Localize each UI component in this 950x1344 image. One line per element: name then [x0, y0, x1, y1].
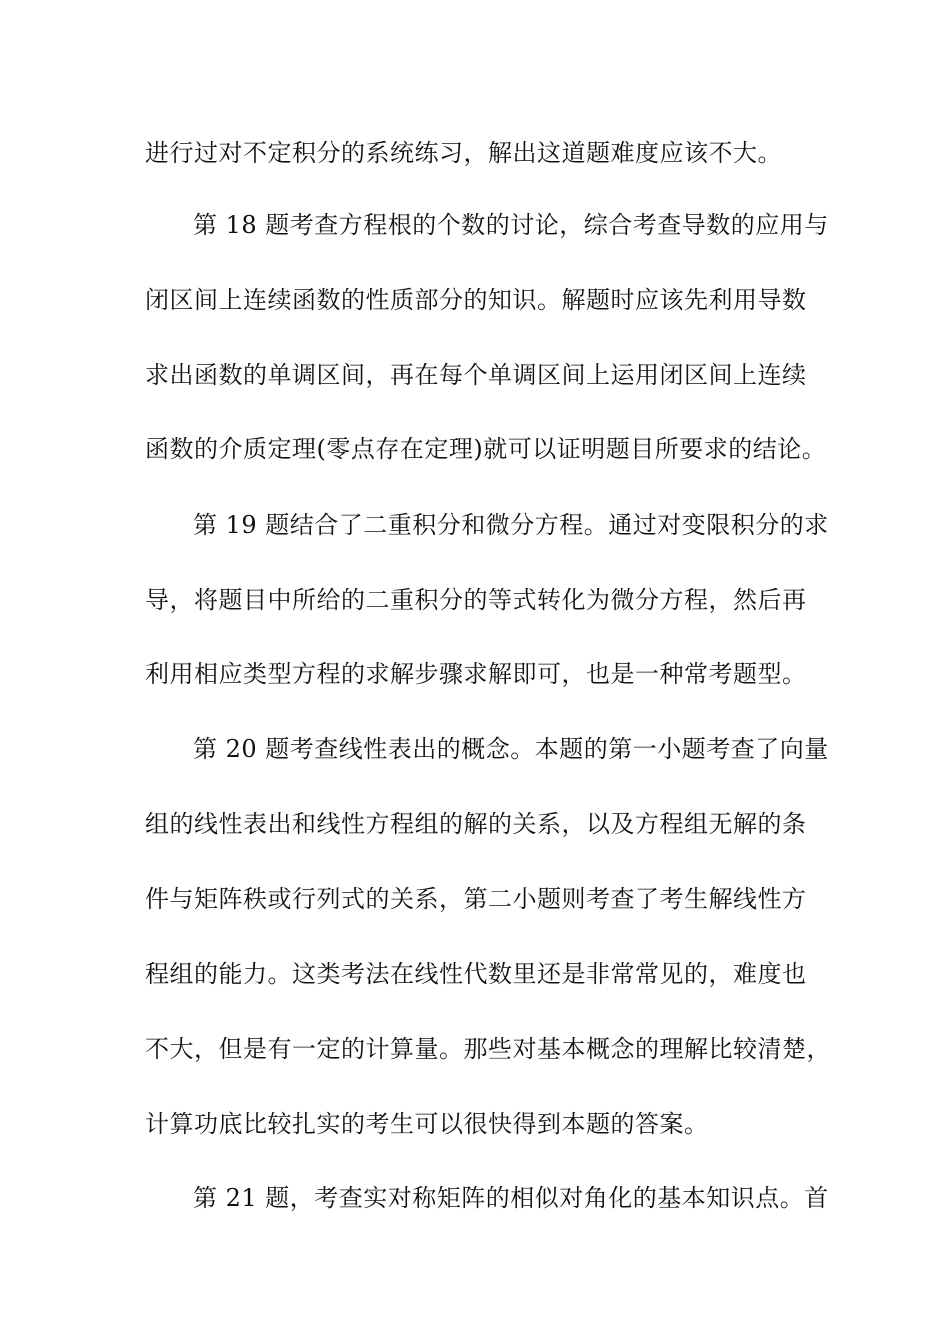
paragraph-first-line: 第 19 题结合了二重积分和微分方程。通过对变限积分的求 [193, 511, 829, 539]
text-line: 导，将题目中所给的二重积分的等式转化为微分方程，然后再 [145, 586, 807, 614]
paragraph-first-line: 第 21 题，考查实对称矩阵的相似对角化的基本知识点。首 [193, 1184, 829, 1212]
text-line: 件与矩阵秩或行列式的关系，第二小题则考查了考生解线性方 [145, 885, 807, 913]
text-line: 组的线性表出和线性方程组的解的关系，以及方程组无解的条 [145, 810, 807, 838]
text-line: 求出函数的单调区间，再在每个单调区间上运用闭区间上连续 [145, 361, 807, 389]
text-line: 程组的能力。这类考法在线性代数里还是非常常见的，难度也 [145, 960, 807, 988]
paragraph-first-line: 第 18 题考查方程根的个数的讨论，综合考查导数的应用与 [193, 211, 829, 239]
text-line: 计算功底比较扎实的考生可以很快得到本题的答案。 [145, 1110, 709, 1138]
text-line: 闭区间上连续函数的性质部分的知识。解题时应该先利用导数 [145, 286, 807, 314]
text-line: 函数的介质定理(零点存在定理)就可以证明题目所要求的结论。 [145, 435, 827, 463]
text-line: 不大，但是有一定的计算量。那些对基本概念的理解比较清楚， [145, 1035, 831, 1063]
paragraph-first-line: 第 20 题考查线性表出的概念。本题的第一小题考查了向量 [193, 735, 829, 763]
text-line: 利用相应类型方程的求解步骤求解即可，也是一种常考题型。 [145, 660, 807, 688]
text-line: 进行过对不定积分的系统练习，解出这道题难度应该不大。 [145, 139, 782, 167]
